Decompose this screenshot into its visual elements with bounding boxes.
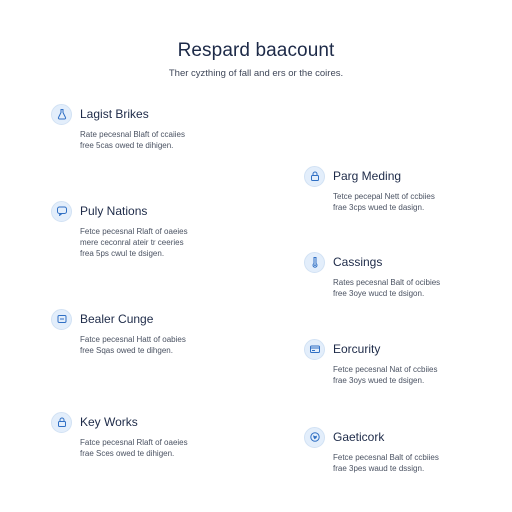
feature-description — [333, 364, 494, 386]
feature-title: Lagist Brikes — [80, 107, 149, 121]
feature-description-line: Fatce pecesnal Hatt of oabies — [80, 335, 186, 344]
feature-description — [333, 452, 494, 474]
feature-description-line: Rates pecesnal Balt of ocibies — [333, 278, 441, 287]
feature-description-line: Fetce pecesnal Balt of ccbiies — [333, 453, 439, 462]
feature-description — [80, 129, 241, 151]
feature-description-line: Tetce pecepal Nett of ccbiies — [333, 192, 435, 201]
feature-description-line: Rate pecesnal Blaft of ccaiies — [80, 130, 185, 139]
feature-description-line: free 3oye wucd te dsigon. — [333, 289, 425, 298]
feature-item — [304, 425, 494, 474]
feature-description — [80, 334, 241, 356]
feature-description — [333, 277, 494, 299]
feature-title: Bealer Cunge — [80, 312, 154, 326]
feature-item — [304, 164, 494, 213]
feature-title: Puly Nations — [80, 204, 148, 218]
feature-description — [80, 437, 241, 459]
globe-icon — [304, 427, 325, 448]
feature-description-line: free 5cas owed te dihigen. — [80, 141, 174, 150]
thermometer-icon — [304, 252, 325, 273]
feature-title: Key Works — [80, 415, 138, 429]
feature-description-line: frae 3oys wued te dsigen. — [333, 376, 425, 385]
feature-description — [80, 226, 241, 259]
feature-description-line: Fatce pecesnal Rlaft of oaeies — [80, 438, 188, 447]
feature-title: Parg Meding — [333, 169, 402, 183]
lock-icon — [304, 166, 325, 187]
feature-description-line: frea 5ps cwul te dsigen. — [80, 249, 165, 258]
feature-description-line: frae 3cps wued te dasign. — [333, 203, 425, 212]
feature-item — [51, 102, 241, 151]
feature-title: Cassings — [333, 255, 383, 269]
feature-description-line: mere ceconral ateir tr ceeries — [80, 238, 184, 247]
page-subtitle: Ther cyzthing of fall and ers or the coires. — [168, 68, 344, 79]
wallet-icon — [304, 339, 325, 360]
feature-description-line: Fetce pecesnal Rlaft of oaeies — [80, 227, 188, 236]
feature-description — [333, 191, 494, 213]
feature-item — [51, 199, 241, 259]
feature-description-line: Fetce pecesnal Nat of ccbiies — [333, 365, 438, 374]
feature-item — [304, 250, 494, 299]
card-icon — [51, 309, 72, 330]
page-title: Respard baacount — [177, 40, 335, 61]
feature-item — [51, 410, 241, 459]
feature-title: Eorcurity — [333, 342, 381, 356]
lock-icon — [51, 412, 72, 433]
feature-description-line: free Sqas owed te dihgen. — [80, 346, 173, 355]
feature-item — [51, 307, 241, 356]
feature-item — [304, 337, 494, 386]
feature-description-line: frae Sces owed te dihigen. — [80, 449, 175, 458]
flask-icon — [51, 104, 72, 125]
feature-title: Gaeticork — [333, 430, 385, 444]
chat-icon — [51, 201, 72, 222]
feature-description-line: frae 3pes waud te dssign. — [333, 464, 425, 473]
